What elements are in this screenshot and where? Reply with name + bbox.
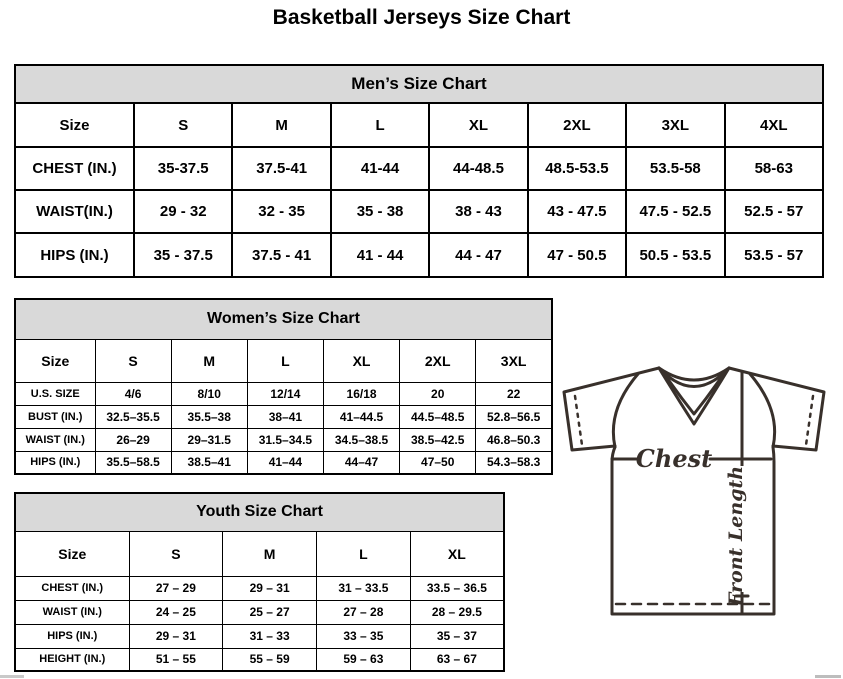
cell: 35.5–38 <box>171 405 247 428</box>
cell: 38 - 43 <box>429 190 527 233</box>
cell: 35 - 37.5 <box>134 233 232 277</box>
cell: 44.5–48.5 <box>400 405 476 428</box>
cell: 41–44 <box>247 451 323 474</box>
table-row <box>15 382 552 405</box>
table-header-row <box>15 531 504 576</box>
row-label: HIPS (IN.) <box>15 451 95 474</box>
cell: 63 – 67 <box>410 648 504 671</box>
mens-size-chart-table <box>14 64 824 276</box>
row-label: HEIGHT (IN.) <box>15 648 129 671</box>
row-label: HIPS (IN.) <box>15 233 134 277</box>
cell: 47 - 50.5 <box>528 233 626 277</box>
table-row <box>15 451 552 474</box>
col-header: 2XL <box>528 103 626 147</box>
cell: 59 – 63 <box>317 648 411 671</box>
cell: 29–31.5 <box>171 428 247 451</box>
row-label: WAIST (IN.) <box>15 600 129 624</box>
col-header: S <box>134 103 232 147</box>
cell: 35-37.5 <box>134 147 232 190</box>
col-header: XL <box>410 531 504 576</box>
col-header: M <box>232 103 330 147</box>
table-row <box>15 405 552 428</box>
table-row <box>15 600 504 624</box>
horizontal-scrollbar-thumb-right[interactable] <box>815 675 841 678</box>
cell: 54.3–58.3 <box>476 451 552 474</box>
cell: 29 - 32 <box>134 190 232 233</box>
col-header: 3XL <box>476 339 552 382</box>
cell: 8/10 <box>171 382 247 405</box>
cell: 44 - 47 <box>429 233 527 277</box>
cell: 44–47 <box>323 451 399 474</box>
cell: 28 – 29.5 <box>410 600 504 624</box>
jersey-measurement-diagram <box>562 362 843 634</box>
cell: 51 – 55 <box>129 648 223 671</box>
cell: 24 – 25 <box>129 600 223 624</box>
cell: 29 – 31 <box>223 576 317 600</box>
cell: 32.5–35.5 <box>95 405 171 428</box>
table-caption-row <box>15 493 504 531</box>
cell: 29 – 31 <box>129 624 223 648</box>
col-header: M <box>171 339 247 382</box>
col-header: 3XL <box>626 103 724 147</box>
col-header: XL <box>429 103 527 147</box>
left-sleeve <box>564 368 659 450</box>
col-header: 4XL <box>725 103 823 147</box>
table-row <box>15 428 552 451</box>
cell: 4/6 <box>95 382 171 405</box>
cell: 35 – 37 <box>410 624 504 648</box>
size-header-cell: Size <box>15 339 95 382</box>
col-header: M <box>223 531 317 576</box>
table-row <box>15 233 823 277</box>
cell: 48.5-53.5 <box>528 147 626 190</box>
row-label: WAIST(IN.) <box>15 190 134 233</box>
womens-table-title: Women’s Size Chart <box>15 299 552 339</box>
left-sleeve-cuff-dashed <box>575 396 582 445</box>
row-label: CHEST (IN.) <box>15 576 129 600</box>
chest-label: Chest <box>635 444 713 473</box>
cell: 31.5–34.5 <box>247 428 323 451</box>
cell: 33 – 35 <box>317 624 411 648</box>
cell: 20 <box>400 382 476 405</box>
cell: 38.5–42.5 <box>400 428 476 451</box>
cell: 26–29 <box>95 428 171 451</box>
row-label: CHEST (IN.) <box>15 147 134 190</box>
cell: 52.5 - 57 <box>725 190 823 233</box>
cell: 41 - 44 <box>331 233 429 277</box>
cell: 47–50 <box>400 451 476 474</box>
cell: 22 <box>476 382 552 405</box>
cell: 44-48.5 <box>429 147 527 190</box>
size-header-cell: Size <box>15 103 134 147</box>
page-title: Basketball Jerseys Size Chart <box>272 6 571 29</box>
cell: 16/18 <box>323 382 399 405</box>
cell: 50.5 - 53.5 <box>626 233 724 277</box>
table-caption-row <box>15 65 823 103</box>
col-header: S <box>129 531 223 576</box>
cell: 37.5-41 <box>232 147 330 190</box>
cell: 38.5–41 <box>171 451 247 474</box>
cell: 33.5 – 36.5 <box>410 576 504 600</box>
row-label: BUST (IN.) <box>15 405 95 428</box>
cell: 31 – 33 <box>223 624 317 648</box>
cell: 35 - 38 <box>331 190 429 233</box>
cell: 27 – 29 <box>129 576 223 600</box>
cell: 12/14 <box>247 382 323 405</box>
cell: 31 – 33.5 <box>317 576 411 600</box>
youth-size-chart-table <box>14 492 505 670</box>
youth-table-title: Youth Size Chart <box>15 493 504 531</box>
cell: 27 – 28 <box>317 600 411 624</box>
front-length-label: Front Length <box>725 465 747 607</box>
col-header: L <box>247 339 323 382</box>
table-row <box>15 648 504 671</box>
right-armhole-seam <box>750 374 775 447</box>
cell: 41-44 <box>331 147 429 190</box>
cell: 43 - 47.5 <box>528 190 626 233</box>
cell: 34.5–38.5 <box>323 428 399 451</box>
womens-size-chart-table <box>14 298 553 473</box>
cell: 53.5 - 57 <box>725 233 823 277</box>
cell: 41–44.5 <box>323 405 399 428</box>
right-sleeve-cuff-dashed <box>806 396 813 445</box>
cell: 37.5 - 41 <box>232 233 330 277</box>
col-header: 2XL <box>400 339 476 382</box>
col-header: L <box>331 103 429 147</box>
col-header: S <box>95 339 171 382</box>
col-header: XL <box>323 339 399 382</box>
row-label: U.S. SIZE <box>15 382 95 405</box>
cell: 52.8–56.5 <box>476 405 552 428</box>
table-row <box>15 624 504 648</box>
cell: 25 – 27 <box>223 600 317 624</box>
cell: 35.5–58.5 <box>95 451 171 474</box>
cell: 46.8–50.3 <box>476 428 552 451</box>
left-armhole-seam <box>613 374 638 447</box>
table-row <box>15 147 823 190</box>
size-header-cell: Size <box>15 531 129 576</box>
cell: 38–41 <box>247 405 323 428</box>
table-row <box>15 576 504 600</box>
table-header-row <box>15 339 552 382</box>
mens-table-title: Men’s Size Chart <box>15 65 823 103</box>
table-caption-row <box>15 299 552 339</box>
cell: 47.5 - 52.5 <box>626 190 724 233</box>
row-label: HIPS (IN.) <box>15 624 129 648</box>
cell: 58-63 <box>725 147 823 190</box>
cell: 53.5-58 <box>626 147 724 190</box>
cell: 55 – 59 <box>223 648 317 671</box>
col-header: L <box>317 531 411 576</box>
horizontal-scrollbar-thumb-left[interactable] <box>0 675 24 678</box>
table-row <box>15 190 823 233</box>
cell: 32 - 35 <box>232 190 330 233</box>
row-label: WAIST (IN.) <box>15 428 95 451</box>
table-header-row <box>15 103 823 147</box>
